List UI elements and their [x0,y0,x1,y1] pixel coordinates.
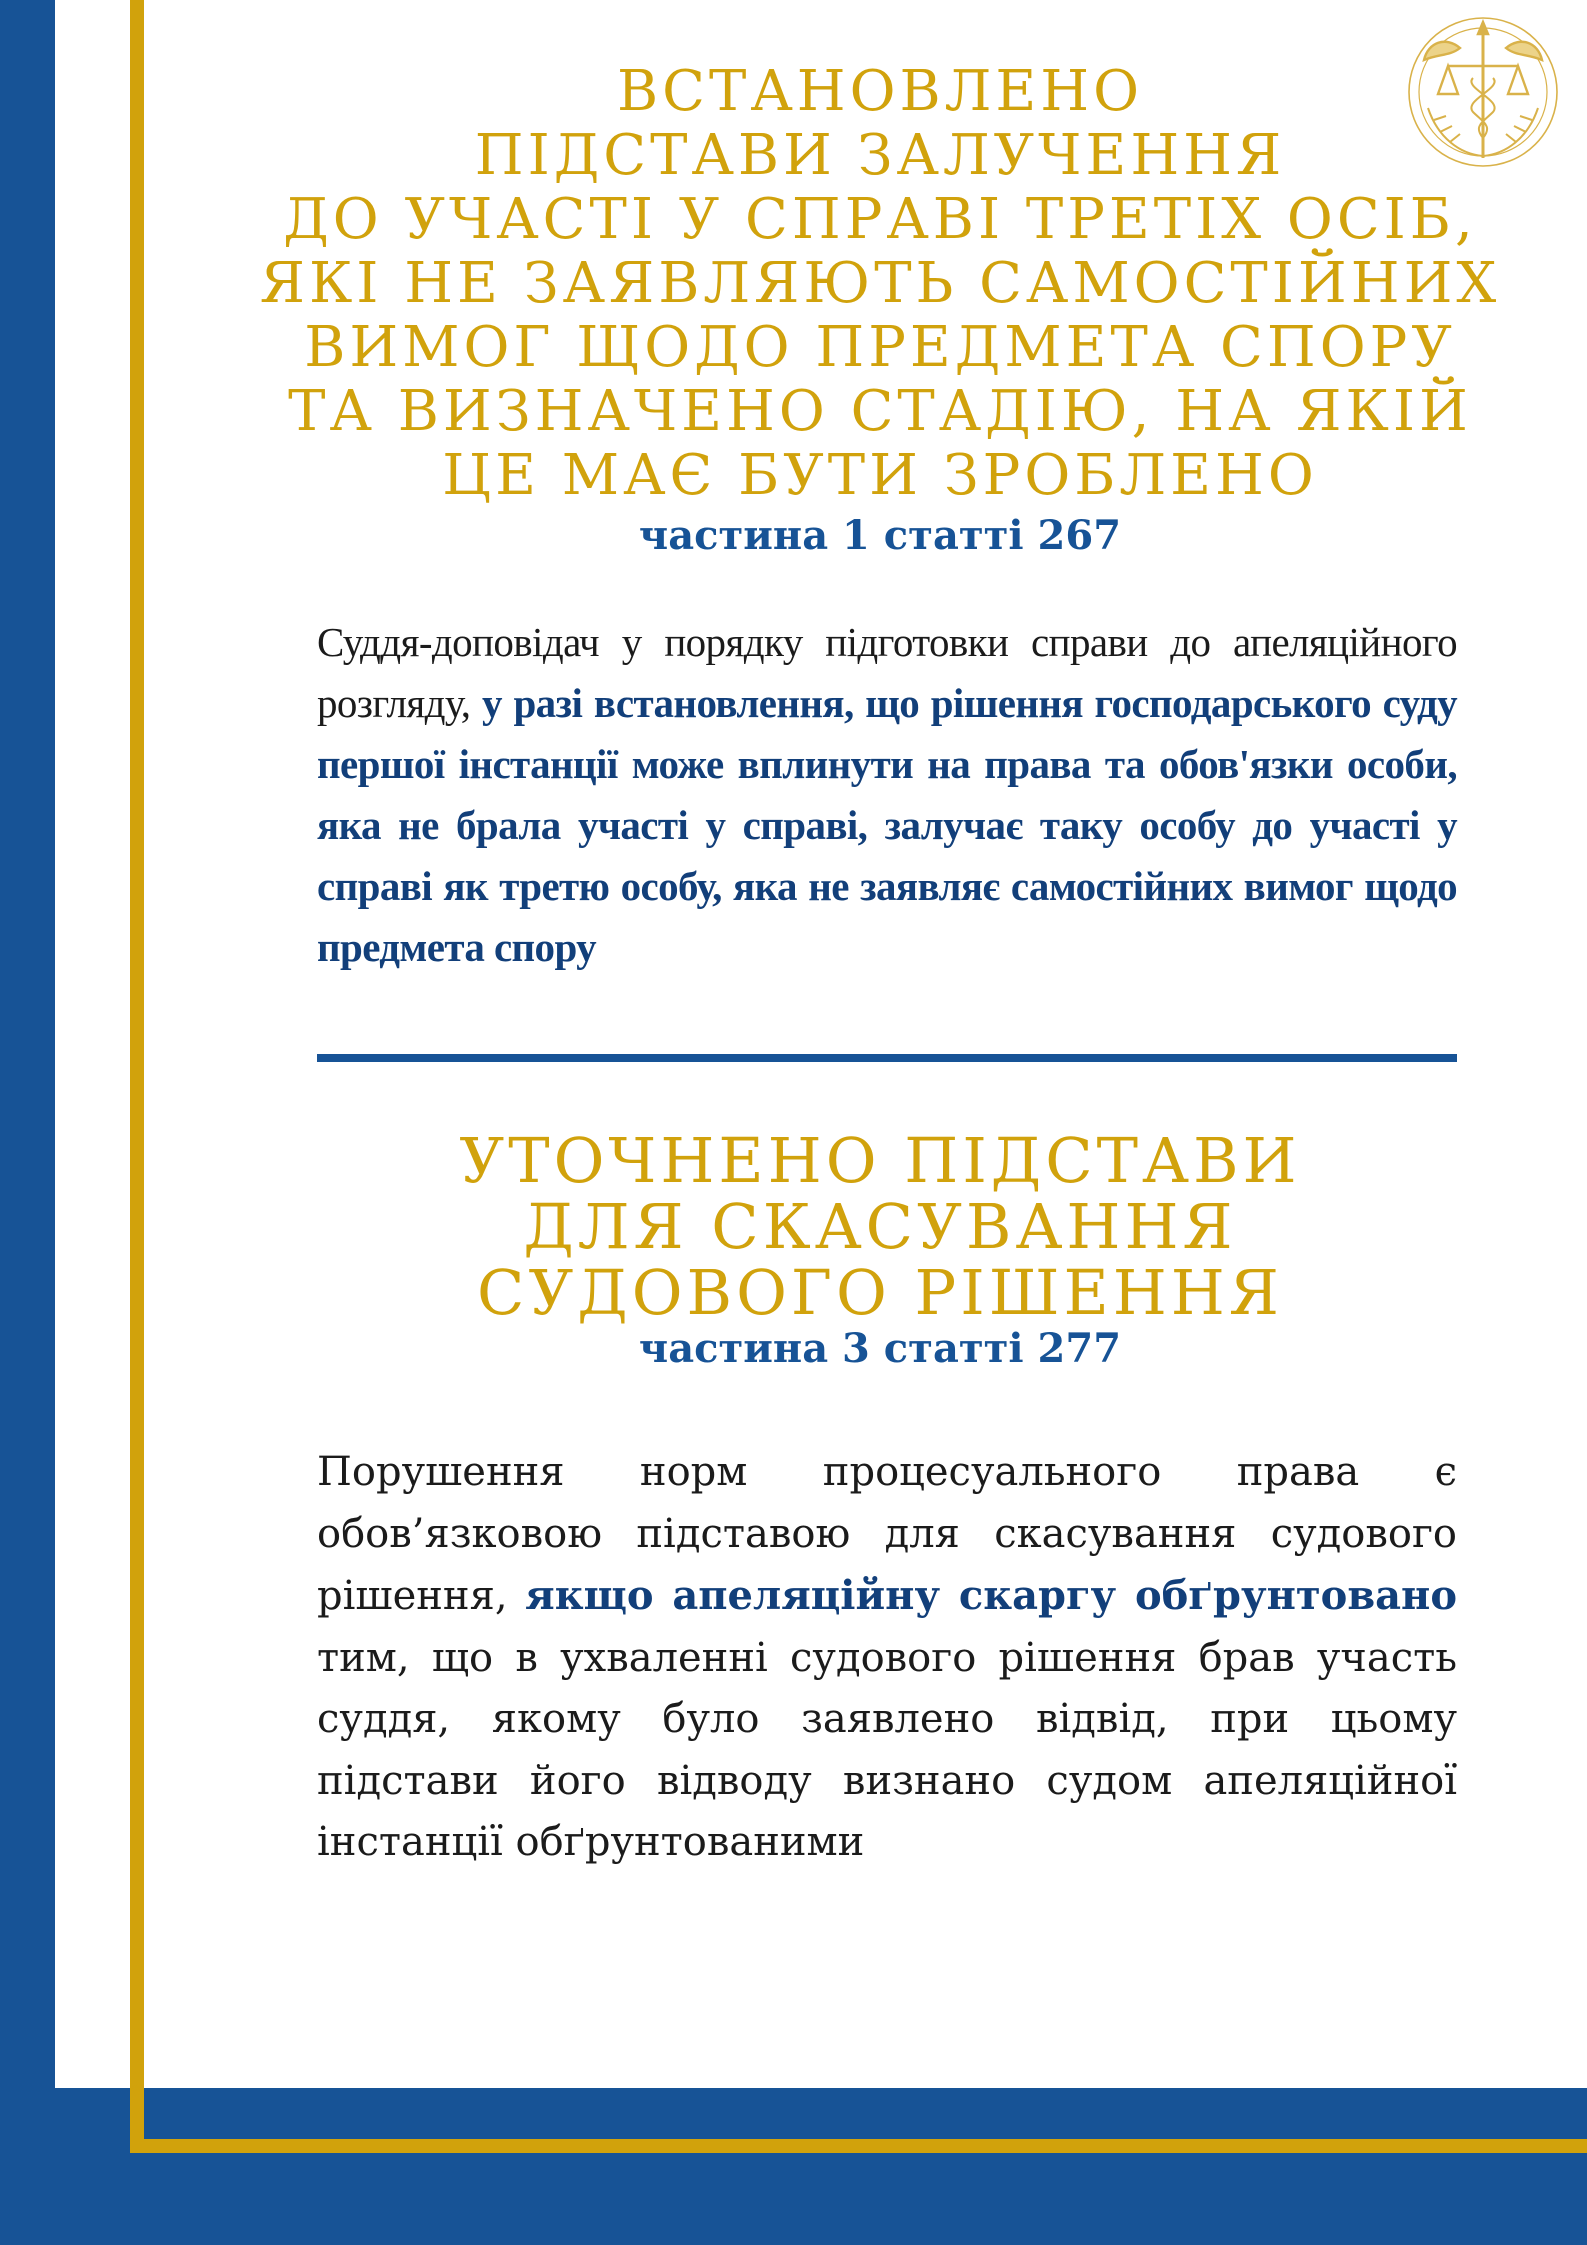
section-1-heading: ВСТАНОВЛЕНО ПІДСТАВИ ЗАЛУЧЕННЯ ДО УЧАСТІ У СПРАВІ ТРЕТІХ ОСІБ, ЯКІ НЕ ЗАЯВЛЯЮТЬ САМОСТІЙНИХ ВИМОГ ЩОДО ПРЕДМЕТА СПОРУ ТА ВИЗНАЧЕНО СТАДІЮ, НА ЯКІЙ ЦЕ МАЄ БУТИ ЗРОБЛЕНО [259,59,1501,508]
section-2-paragraph-highlight: якщо апеляційну скаргу обґрунтовано [525,1572,1457,1619]
section-1-article-ref: частина 1 статті 267 [638,512,1122,559]
section-2-paragraph-plain-2: тим, що в ухваленні судового рішення брав участь суддя, якому було заявлено відвід, при цьому підстави його відводу визнано судом апеляційної інстанції обґрунтованими [317,1634,1457,1865]
section-divider [317,1054,1457,1062]
section-2-heading: УТОЧНЕНО ПІДСТАВИ ДЛЯ СКАСУВАННЯ СУДОВОГО РІШЕННЯ [459,1124,1301,1329]
section-2-paragraph-plain-1: Порушення норм процесуального права є обов’язковою підставою для скасування судового рішення, [317,1449,1457,1619]
left-blue-band [0,0,55,2245]
section-2-paragraph [317,1442,1457,1874]
section-1-paragraph [317,612,1457,978]
section-1-paragraph-highlight: у разі встановлення, що рішення господарського суду першої інстанції може вплинути на права та обов'язки особи, яка не брала участі у справі, залучає таку особу до участі у справі як третю особу, яка не заявляє самостійних вимог щодо предмета спору [317,680,1457,970]
section-2-article-ref: частина 3 статті 277 [638,1325,1122,1372]
section-1-paragraph-plain: Суддя-доповідач у порядку підготовки справи до апеляційного розгляду, [317,619,1457,726]
